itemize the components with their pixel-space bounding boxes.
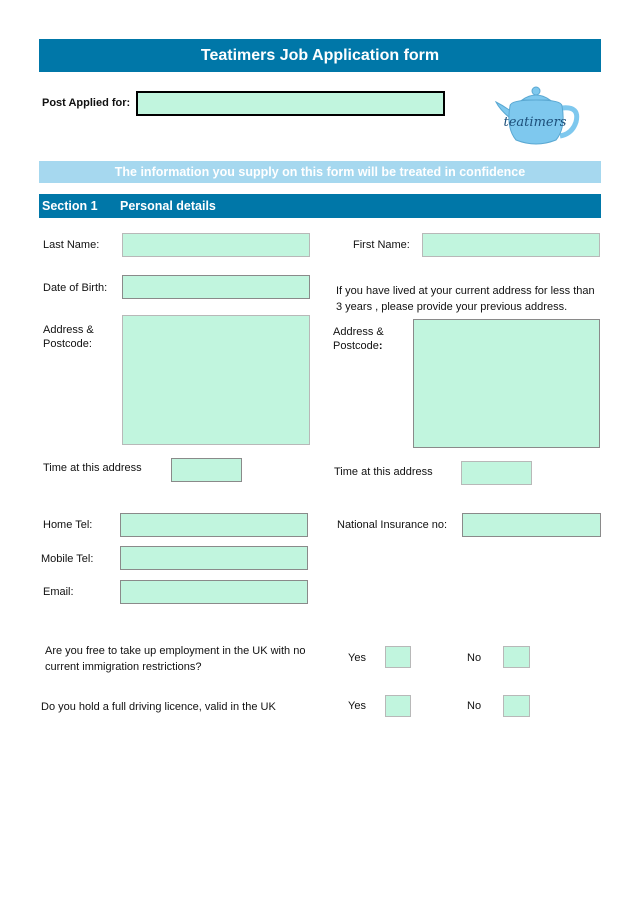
section-header [39, 194, 601, 218]
section-name: Personal details [120, 199, 216, 213]
driving-no-label: No [467, 700, 482, 712]
address-textarea[interactable] [122, 315, 310, 445]
prev-address-label-line2 [333, 338, 383, 354]
post-applied-input[interactable] [136, 91, 445, 116]
prev-address-label-colon: : [378, 340, 383, 352]
home-tel-input[interactable] [120, 513, 308, 537]
prev-address-label-line1: Address & [333, 326, 384, 338]
ni-no-label: National Insurance no: [337, 519, 448, 531]
mobile-tel-label: Mobile Tel: [41, 553, 94, 565]
prev-address-textarea[interactable] [413, 319, 600, 448]
time-at-address-label: Time at this address [43, 462, 142, 474]
driving-question: Do you hold a full driving licence, valid in the UK [41, 701, 276, 713]
employment-no-checkbox[interactable] [503, 646, 530, 668]
driving-yes-checkbox[interactable] [385, 695, 411, 717]
home-tel-label: Home Tel: [43, 519, 93, 531]
prev-address-note: If you have lived at your current address for less than 3 years , please provide your previous address. [336, 285, 595, 313]
last-name-label: Last Name: [43, 239, 100, 251]
form-title: Teatimers Job Application form [39, 39, 601, 72]
teatimers-logo [492, 84, 582, 150]
ni-no-input[interactable] [462, 513, 601, 537]
dob-label: Date of Birth: [43, 282, 108, 294]
driving-no-checkbox[interactable] [503, 695, 530, 717]
employment-question: Are you free to take up employment in the UK with no current immigration restrictions? [45, 645, 306, 673]
time-at-address-input[interactable] [171, 458, 242, 482]
time-at-prev-address-label: Time at this address [334, 466, 433, 478]
time-at-prev-address-input[interactable] [461, 461, 532, 485]
address-label-line1: Address & [43, 324, 94, 336]
dob-input[interactable] [122, 275, 310, 299]
section-number: Section 1 [42, 199, 98, 213]
driving-yes-label: Yes [348, 700, 366, 712]
prev-address-label-text: Postcode [333, 340, 379, 352]
address-label-line2: Postcode: [43, 338, 92, 350]
first-name-input[interactable] [422, 233, 600, 257]
post-applied-label: Post Applied for: [42, 97, 131, 109]
employment-no-label: No [467, 652, 482, 664]
confidential-notice: The information you supply on this form will be treated in confidence [39, 161, 601, 183]
logo-text: teatimers [503, 115, 567, 130]
teapot-icon [492, 84, 582, 150]
email-input[interactable] [120, 580, 308, 604]
last-name-input[interactable] [122, 233, 310, 257]
mobile-tel-input[interactable] [120, 546, 308, 570]
employment-yes-checkbox[interactable] [385, 646, 411, 668]
first-name-label: First Name: [353, 239, 410, 251]
email-label: Email: [43, 586, 74, 598]
employment-yes-label: Yes [348, 652, 366, 664]
